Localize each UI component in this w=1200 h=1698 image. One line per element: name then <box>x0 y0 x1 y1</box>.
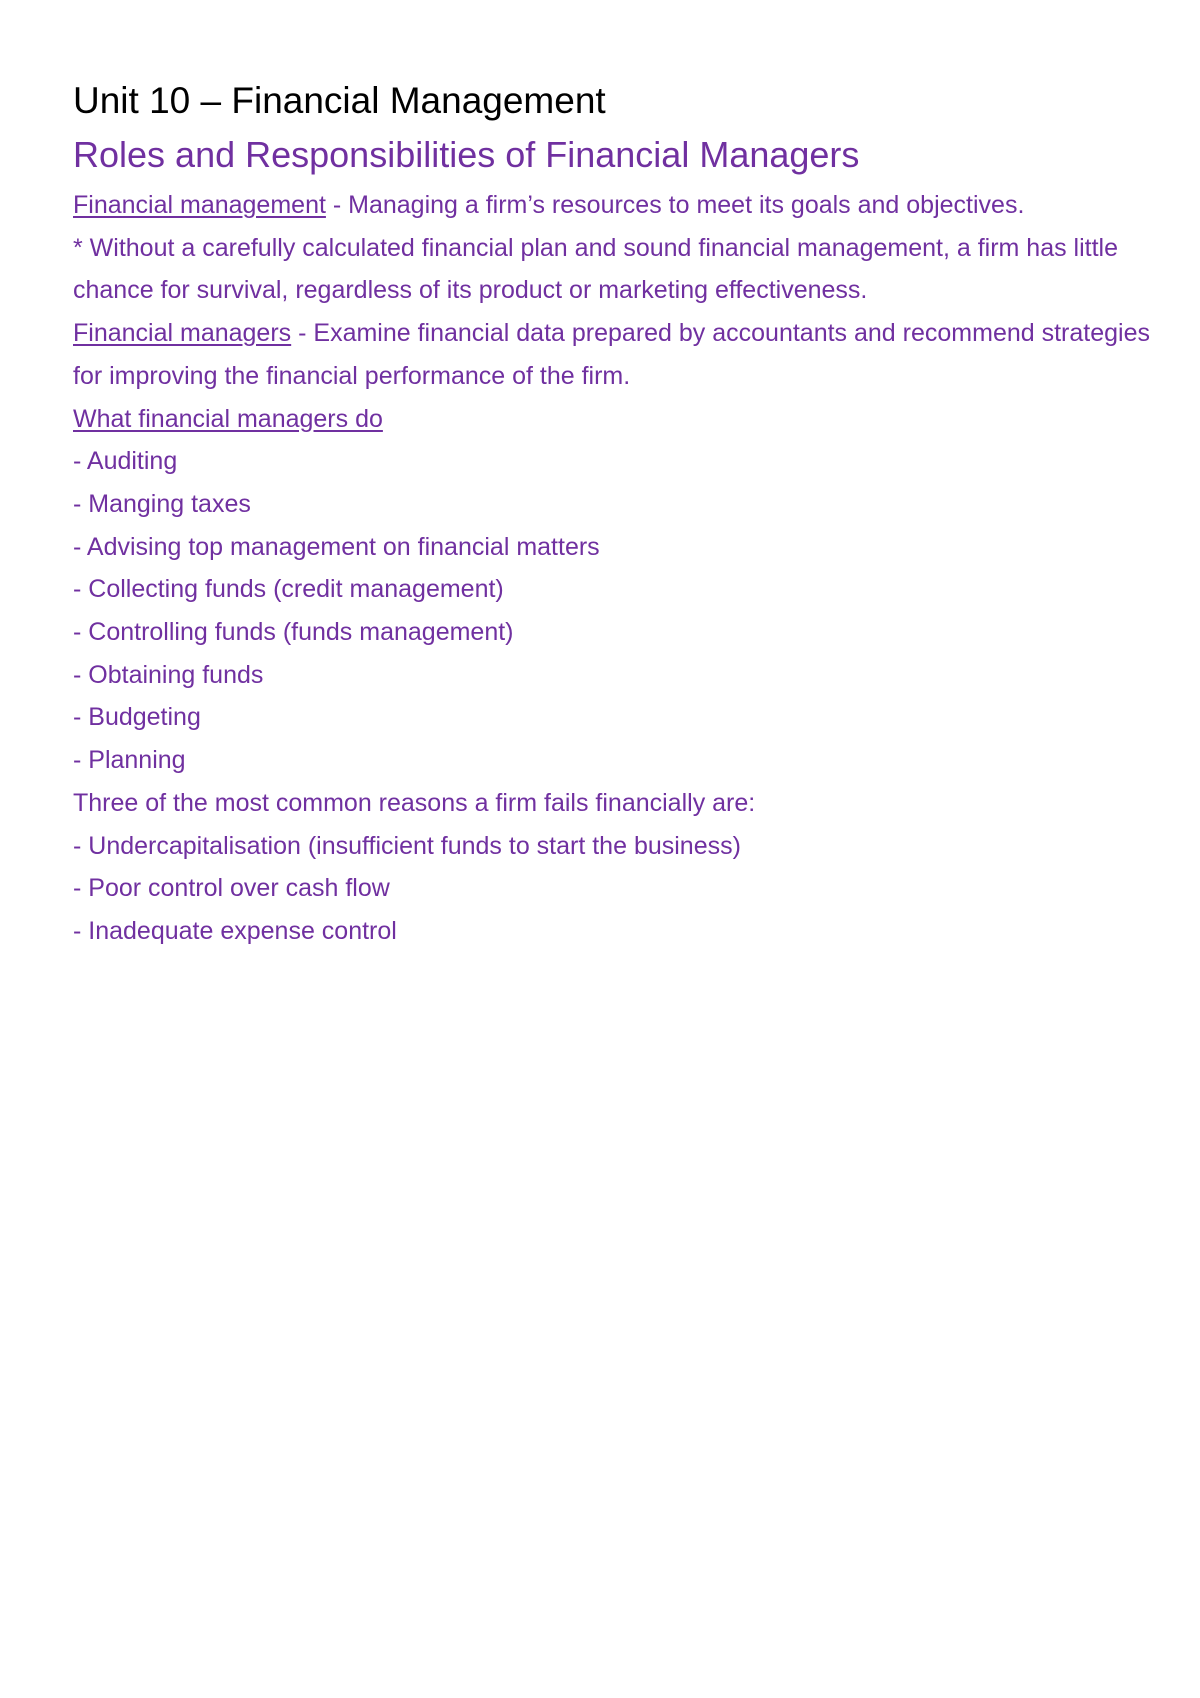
document-title: Unit 10 – Financial Management <box>73 80 606 121</box>
definition-financial-management <box>73 184 1153 227</box>
list-item: - Undercapitalisation (insufficient funds to start the business) <box>73 831 741 860</box>
list-item: - Budgeting <box>73 703 201 732</box>
duties-heading <box>73 398 1153 441</box>
failure-reasons-intro: Three of the most common reasons a firm fails financially are: <box>73 788 756 817</box>
list-item: - Poor control over cash flow <box>73 874 390 903</box>
list-item: - Advising top management on financial matters <box>73 532 600 561</box>
list-item: - Planning <box>73 746 186 775</box>
list-item: - Obtaining funds <box>73 660 264 689</box>
definition-text-financial-management: - Managing a firm’s resources to meet its goals and objectives. <box>325 191 1025 219</box>
document-page <box>73 76 1153 953</box>
term-financial-management: Financial management <box>73 191 326 219</box>
list-item: - Collecting funds (credit management) <box>73 575 504 604</box>
document-body <box>73 184 1153 953</box>
section-heading: Roles and Responsibilities of Financial Managers <box>73 134 860 175</box>
survival-note: * Without a carefully calculated financial plan and sound financial management, a firm has little chance for survival, regardless of its product or marketing effectiveness. <box>73 233 1119 305</box>
definition-financial-managers <box>73 312 1153 397</box>
list-item: - Inadequate expense control <box>73 916 397 945</box>
list-item: - Controlling funds (funds management) <box>73 618 514 647</box>
definition-text-financial-managers: - Examine financial data prepared by accountants and recommend strategies for improving the financial performance of the firm. <box>73 319 1150 390</box>
failure-reasons-list <box>73 825 1153 953</box>
duties-list <box>73 440 1153 782</box>
duties-heading-text: What financial managers do <box>73 404 383 433</box>
term-financial-managers: Financial managers <box>73 319 292 348</box>
list-item: - Auditing <box>73 447 178 476</box>
list-item: - Manging taxes <box>73 489 251 518</box>
